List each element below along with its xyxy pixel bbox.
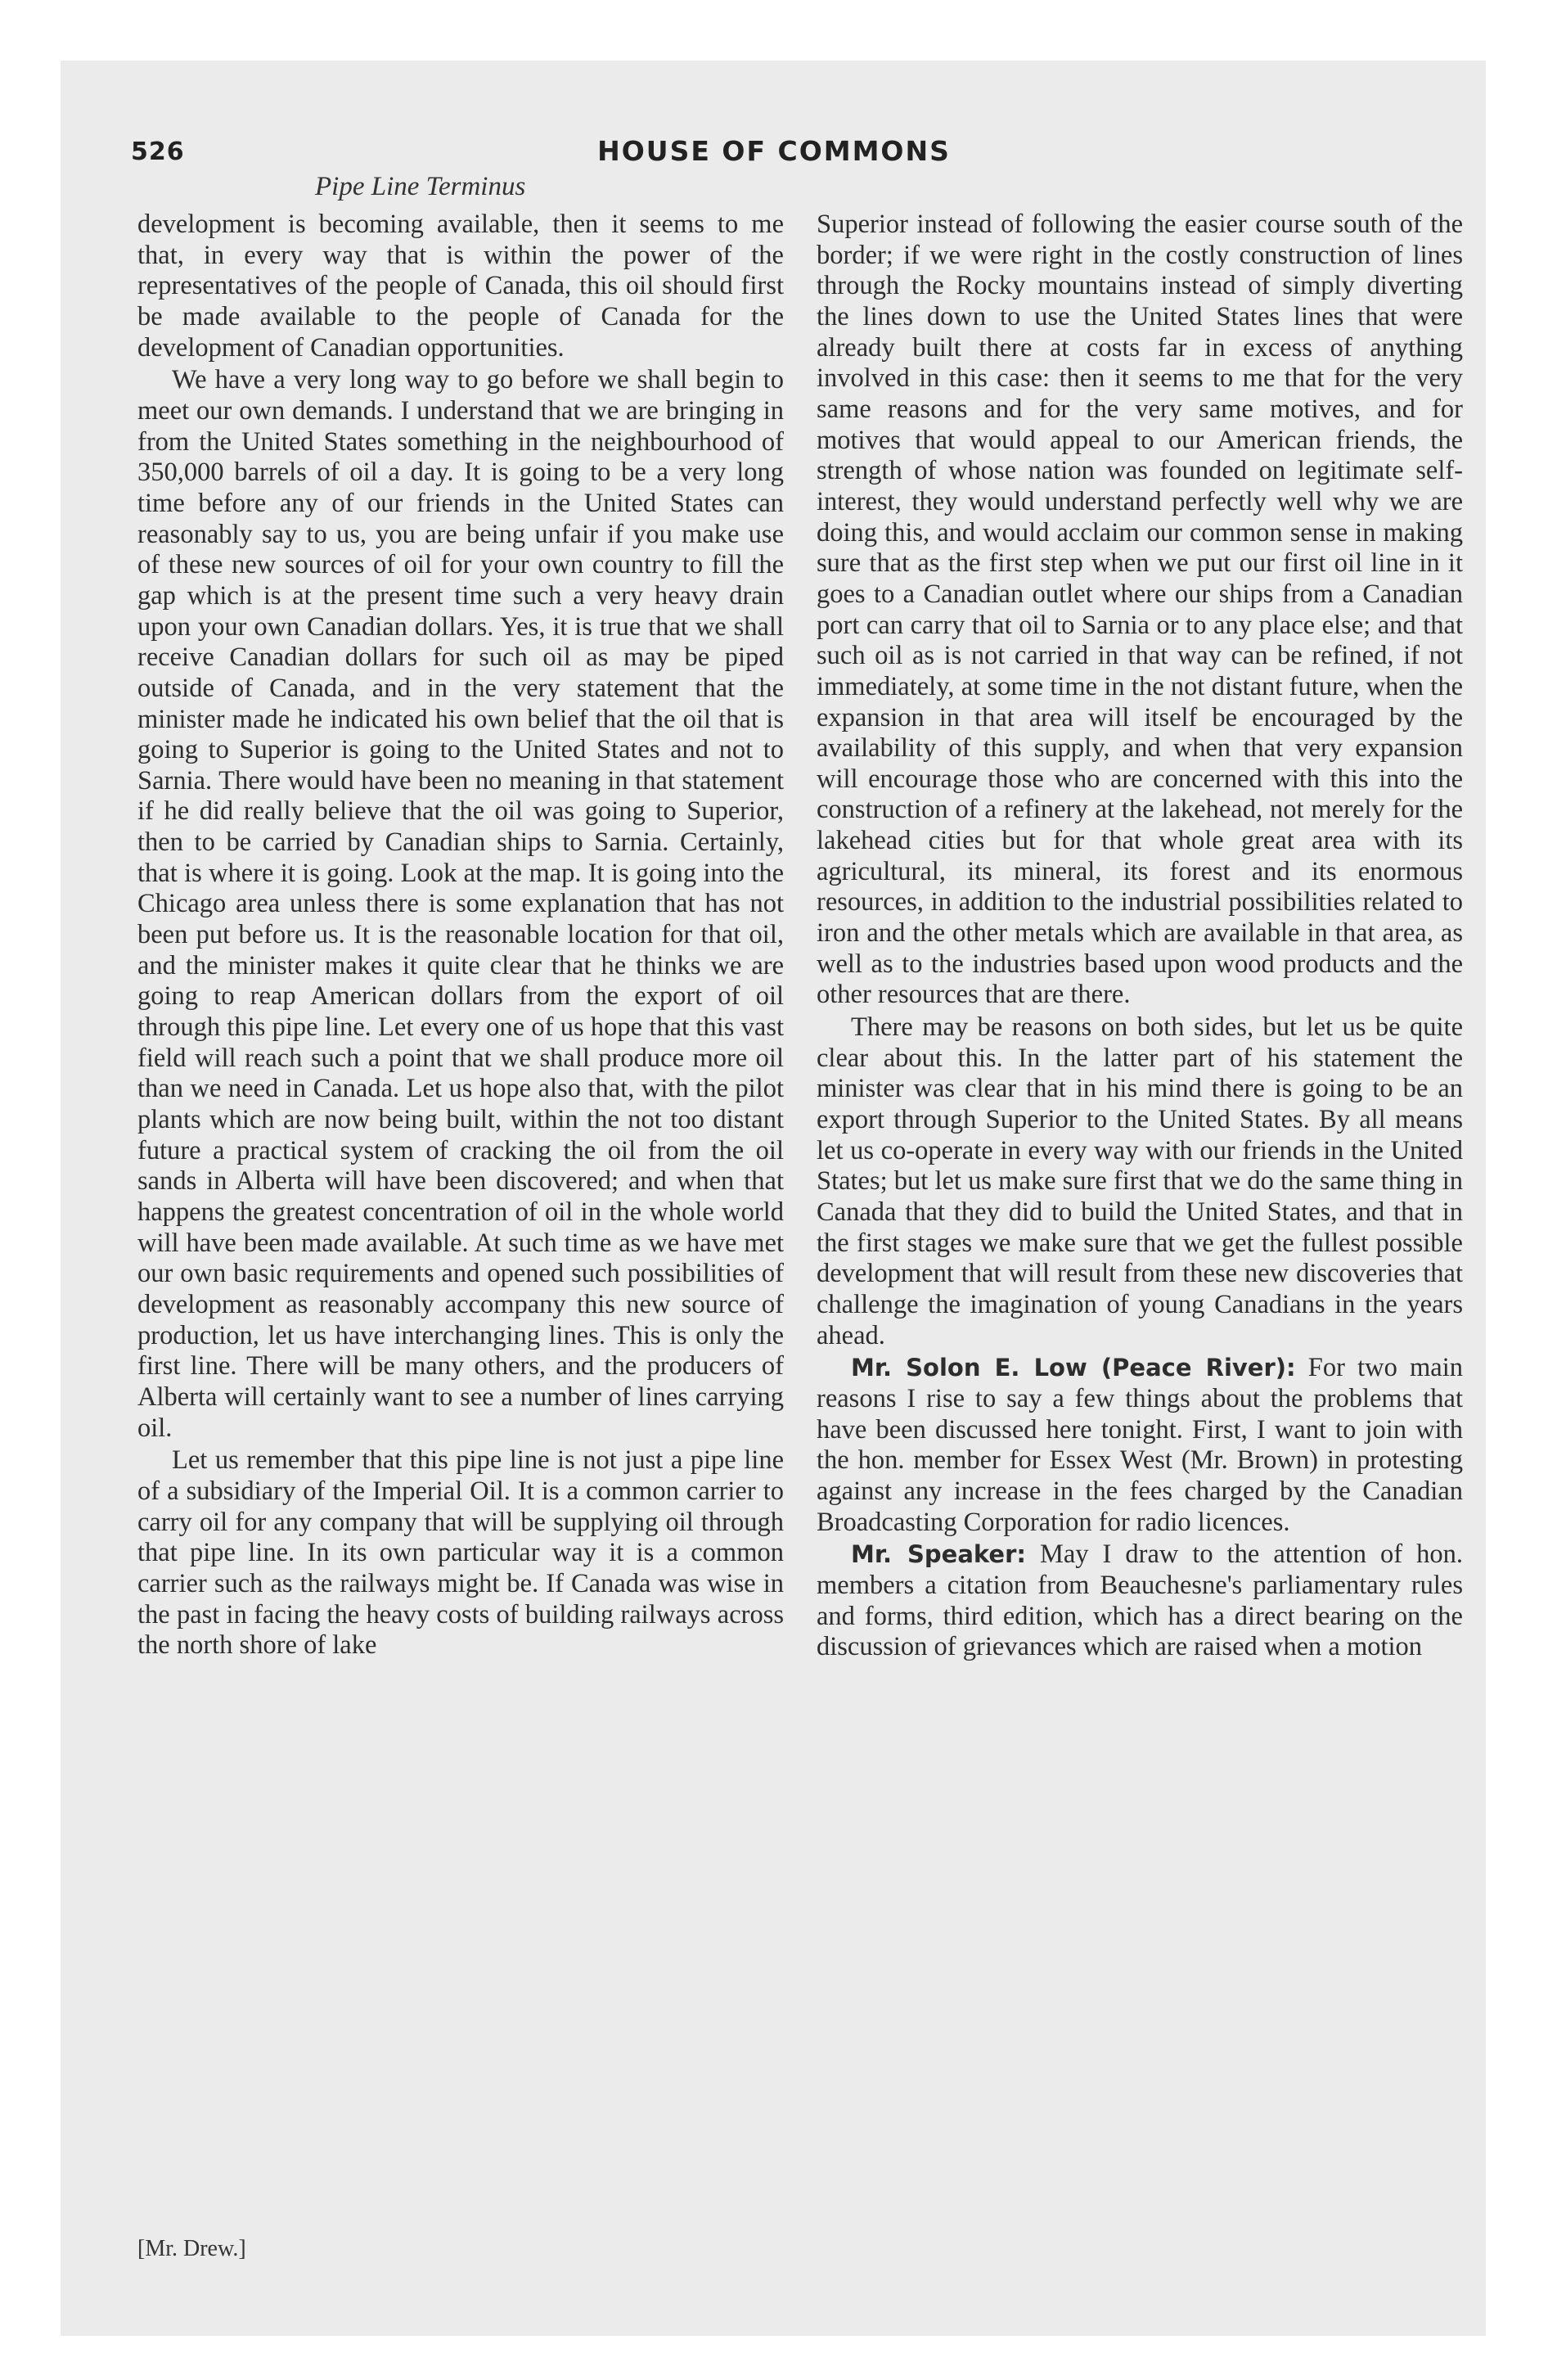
right-column	[817, 210, 1463, 1663]
paragraph: Let us remember that this pipe line is not just a pipe line of a subsidiary of the Imperial Oil. It is a common carrier to carry oil for any company that will be supplying oil through that pipe line. In its own particular way it is a common carrier such as the railways might be. If Canada was wise in the past in facing the heavy costs of building railways across the north shore of lake	[137, 1445, 784, 1661]
speaker-attribution: [Mr. Drew.]	[137, 2236, 246, 2261]
left-column	[137, 210, 784, 1661]
speech-paragraph	[817, 1353, 1463, 1538]
speaker-name: Mr. Speaker:	[851, 1540, 1026, 1569]
paragraph: We have a very long way to go before we shall begin to meet our own demands. I understand that we are bringing in from the United States something in the neighbourhood of 350,000 barrels of oil a day. It is going to be a very long time before any of our friends in the United States can reasonably say to us, you are being unfair if you make use of these new sources of oil for your own country to fill the gap which is at the present time such a very heavy drain upon your own Canadian dollars. Yes, it is true that we shall receive Canadian dollars for such oil as may be piped outside of Canada, and in the very statement that the minister made he indicated his own belief that the oil that is going to Superior is going to the United States and not to Sarnia. There would have been no meaning in that statement if he did really believe that the oil was going to Superior, then to be carried by Canadian ships to Sarnia. Certainly, that is where it is going. Look at the map. It is going into the Chicago area unless there is some explanation that has not been put before us. It is the reasonable location for that oil, and the minister makes it quite clear that he thinks we are going to reap American dollars from the export of oil through this pipe line. Let every one of us hope that this vast field will reach such a point that we shall produce more oil than we need in Canada. Let us hope also that, with the pilot plants which are now being built, within the not too distant future a practical system of cracking the oil from the oil sands in Alberta will have been discovered; and when that happens the greatest concentration of oil in the whole world will have been made available. At such time as we have met our own basic requirements and opened such possibilities of development as reasonably accompany this new source of production, let us have interchanging lines. This is only the first line. There will be many others, and the producers of Alberta will certainly want to see a number of lines carrying oil.	[137, 365, 784, 1443]
speech-text: For two main reasons I rise to say a few things about the problems that have been discussed here tonight. First, I want to join with the hon. member for Essex West (Mr. Brown) in protesting against any increase in the fees charged by the Canadian Broadcasting Corporation for radio licences.	[817, 1353, 1463, 1537]
paragraph: development is becoming available, then it seems to me that, in every way that is within the power of the representatives of the people of Canada, this oil should first be made available to the people of Canada for the development of Canadian opportunities.	[137, 210, 784, 363]
page-number: 526	[131, 137, 185, 166]
subject-heading: Pipe Line Terminus	[315, 172, 526, 201]
paragraph: There may be reasons on both sides, but let us be quite clear about this. In the latter part of his statement the minister was clear that in his mind there is going to be an export through Superior to the United States. By all means let us co-operate in every way with our friends in the United States; but let us make sure first that we do the same thing in Canada that they did to build the United States, and that in the first stages we make sure that we get the fullest possible development that will result from these new discoveries that challenge the imagination of young Canadians in the years ahead.	[817, 1012, 1463, 1350]
speech-text: May I draw to the attention of hon. members a citation from Beauchesne's parliamentary rules and forms, third edition, which has a direct bearing on the discussion of grievances which are raised when a motion	[817, 1539, 1463, 1662]
speaker-name: Mr. Solon E. Low (Peace River):	[851, 1354, 1296, 1382]
running-head: HOUSE OF COMMONS	[597, 135, 951, 167]
paragraph: Superior instead of following the easier course south of the border; if we were right in the costly construction of lines through the Rocky mountains instead of simply diverting the lines down to use the United States lines that were already built there at costs far in excess of anything involved in this case: then it seems to me that for the very same reasons and for the very same motives, and for motives that would appeal to our American friends, the strength of whose nation was founded on legitimate self-interest, they would understand perfectly well why we are doing this, and would acclaim our common sense in making sure that as the first step when we put our first oil line in it goes to a Canadian outlet where our ships from a Canadian port can carry that oil to Sarnia or to any place else; and that such oil as is not carried in that way can be refined, if not immediately, at some time in the not distant future, when the expansion in that area will itself be encouraged by the availability of this supply, and when that very expansion will encourage those who are concerned with this into the construction of a refinery at the lakehead, not merely for the lakehead cities but for that whole great area with its agricultural, its mineral, its forest and its enormous resources, in addition to the industrial possibilities related to iron and the other metals which are available in that area, as well as to the industries based upon wood products and the other resources that are there.	[817, 210, 1463, 1010]
speech-paragraph	[817, 1539, 1463, 1663]
